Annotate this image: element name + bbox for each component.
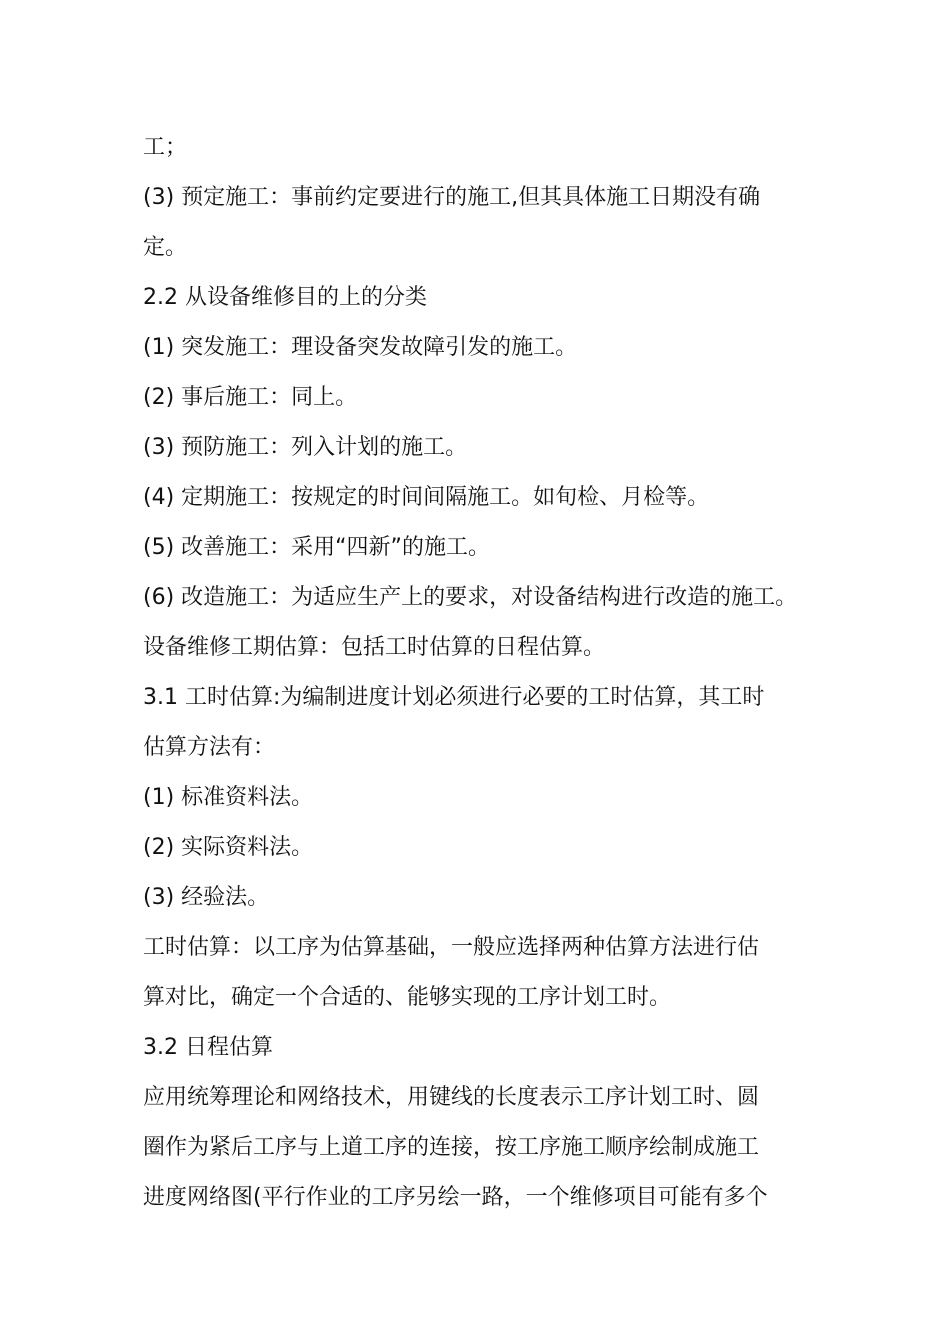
list-item: (2) 事后施工：同上。 [143,385,358,410]
section-heading: 3.1 工时估算:为编制进度计划必须进行必要的工时估算，其工时 [143,685,765,710]
list-item: (1) 标准资料法。 [143,785,314,810]
text-line: 算对比，确定一个合适的、能够实现的工序计划工时。 [143,985,672,1010]
list-item: (1) 突发施工：理设备突发故障引发的施工。 [143,335,578,360]
list-item: (2) 实际资料法。 [143,835,314,860]
text-line: 应用统筹理论和网络技术，用键线的长度表示工序计划工时、圆 [143,1085,760,1110]
text-line: 设备维修工期估算：包括工时估算的日程估算。 [143,635,606,660]
text-line: 工； [143,135,188,160]
text-line: 定。 [143,235,188,260]
list-item: (4) 定期施工：按规定的时间间隔施工。如旬检、月检等。 [143,485,710,510]
text-line: (3) 预定施工：事前约定要进行的施工,但其具体施工日期没有确 [143,185,761,210]
text-line: 圈作为紧后工序与上道工序的连接，按工序施工顺序绘制成施工 [143,1135,760,1160]
list-item: (5) 改善施工：采用“四新”的施工。 [143,535,490,560]
text-line: 估算方法有： [143,735,276,760]
text-line: 进度网络图(平行作业的工序另绘一路，一个维修项目可能有多个 [143,1185,768,1210]
list-item: (3) 预防施工：列入计划的施工。 [143,435,468,460]
section-heading: 3.2 日程估算 [143,1035,273,1060]
section-heading: 2.2 从设备维修目的上的分类 [143,285,427,310]
text-line: 工时估算：以工序为估算基础，一般应选择两种估算方法进行估 [143,935,760,960]
list-item: (3) 经验法。 [143,885,270,910]
list-item: (6) 改造施工：为适应生产上的要求，对设备结构进行改造的施工。 [143,585,798,610]
document-body [143,123,813,1223]
